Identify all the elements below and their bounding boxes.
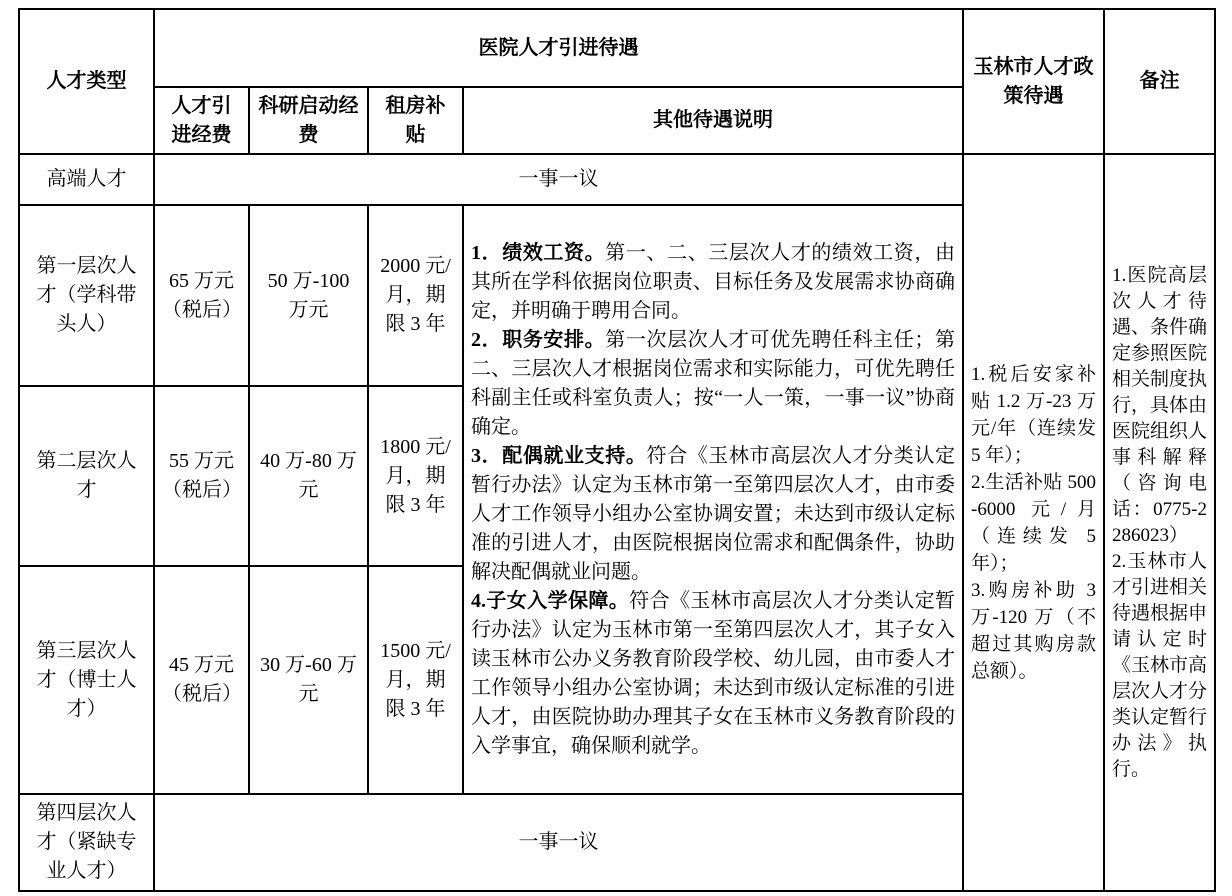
benefit-item-title: 2．职务安排。 bbox=[471, 328, 606, 351]
tier4-deal: 一事一议 bbox=[154, 794, 963, 891]
benefit-item-title: 3．配偶就业支持。 bbox=[471, 444, 647, 467]
benefit-item-title: 4.子女入学保障。 bbox=[471, 589, 630, 612]
header-row-1 bbox=[19, 9, 1215, 87]
remarks-item: 1.医院高层次人才待遇、条件确定参照医院相关制度执行，具体由医院组织人事科解释（咨询电话：0775-2286023） bbox=[1112, 264, 1208, 546]
header-intro-fund: 人才引进经费 bbox=[154, 87, 249, 154]
tier3-rent-subsidy: 1500 元/月，期限 3 年 bbox=[368, 566, 463, 794]
label-tier1: 第一层次人才（学科带头人） bbox=[19, 205, 154, 386]
benefit-item-body: 符合《玉林市高层次人才分类认定暂行办法》认定为玉林市第一至第四层次人才，由市委人才工作领导小组办公室协调安置；未达到市级认定标准的引进人才，由医院根据岗位需求和配偶条件，协助解决配偶就业问题。 bbox=[471, 444, 956, 583]
city-policy-line: 2.生活补贴 500-6000 元/月（连续发 5 年）； bbox=[971, 471, 1096, 574]
benefit-item-body: 符合《玉林市高层次人才分类认定暂行办法》认定为玉林市第一至第四层次人才，其子女入读玉林市公办义务教育阶段学校、幼儿园，由市委人才工作领导小组办公室协调；未达到市级认定标准的引进人才，由医院协助办理其子女在玉林市义务教育阶段的入学事宜，确保顺利就学。 bbox=[471, 589, 956, 757]
tier3-intro-fund: 45 万元（税后） bbox=[154, 566, 249, 794]
city-policy-cell bbox=[963, 154, 1104, 891]
tier1-intro-fund: 65 万元（税后） bbox=[154, 205, 249, 386]
tier1-rent-subsidy: 2000 元/月，期限 3 年 bbox=[368, 205, 463, 386]
header-hospital-benefits-group: 医院人才引进待遇 bbox=[154, 9, 963, 87]
tier2-rent-subsidy: 1800 元/月，期限 3 年 bbox=[368, 386, 463, 566]
benefit-item-body: 第一、二、三层次人才的绩效工资，由其所在学科依据岗位职责、目标任务及发展需求协商确定，并明确于聘用合同。 bbox=[471, 241, 956, 322]
header-talent-type: 人才类型 bbox=[19, 9, 154, 154]
tier3-research-fund: 30 万-60 万元 bbox=[249, 566, 368, 794]
remarks-cell bbox=[1104, 154, 1215, 891]
benefit-item-title: 1．绩效工资。 bbox=[471, 241, 606, 264]
city-policy-line: 3.购房补助 3 万-120 万（不超过其购房款总额）。 bbox=[971, 579, 1096, 682]
high-end-deal: 一事一议 bbox=[154, 154, 963, 205]
tier2-intro-fund: 55 万元（税后） bbox=[154, 386, 249, 566]
header-rent-subsidy: 租房补贴 bbox=[368, 87, 463, 154]
label-tier2: 第二层次人才 bbox=[19, 386, 154, 566]
benefit-item bbox=[471, 587, 955, 761]
benefit-item bbox=[471, 442, 955, 587]
other-benefits-cell bbox=[463, 205, 963, 794]
label-high-end: 高端人才 bbox=[19, 154, 154, 205]
header-research-fund: 科研启动经费 bbox=[249, 87, 368, 154]
label-tier4: 第四层次人才（紧缺专业人才） bbox=[19, 794, 154, 891]
header-remarks: 备注 bbox=[1104, 9, 1215, 154]
label-tier3: 第三层次人才（博士人才） bbox=[19, 566, 154, 794]
city-policy-line: 1.税后安家补贴 1.2 万-23 万元/年（连续发 5 年）； bbox=[971, 363, 1096, 466]
benefit-item bbox=[471, 239, 955, 326]
header-other-desc: 其他待遇说明 bbox=[463, 87, 963, 154]
row-high-end bbox=[19, 154, 1215, 205]
tier2-research-fund: 40 万-80 万元 bbox=[249, 386, 368, 566]
benefit-item-body: 第一次层次人才可优先聘任科主任；第二、三层次人才根据岗位需求和实际能力，可优先聘任科副主任或科室负责人；按“一人一策，一事一议”协商确定。 bbox=[471, 328, 956, 438]
remarks-item: 2.玉林市人才引进相关待遇根据申请认定时《玉林市高层次人才分类认定暂行办法》执行。 bbox=[1112, 550, 1208, 780]
talent-benefits-table bbox=[18, 8, 1216, 892]
tier1-research-fund: 50 万-100 万元 bbox=[249, 205, 368, 386]
header-city-policy: 玉林市人才政策待遇 bbox=[963, 9, 1104, 154]
benefit-item bbox=[471, 326, 955, 442]
